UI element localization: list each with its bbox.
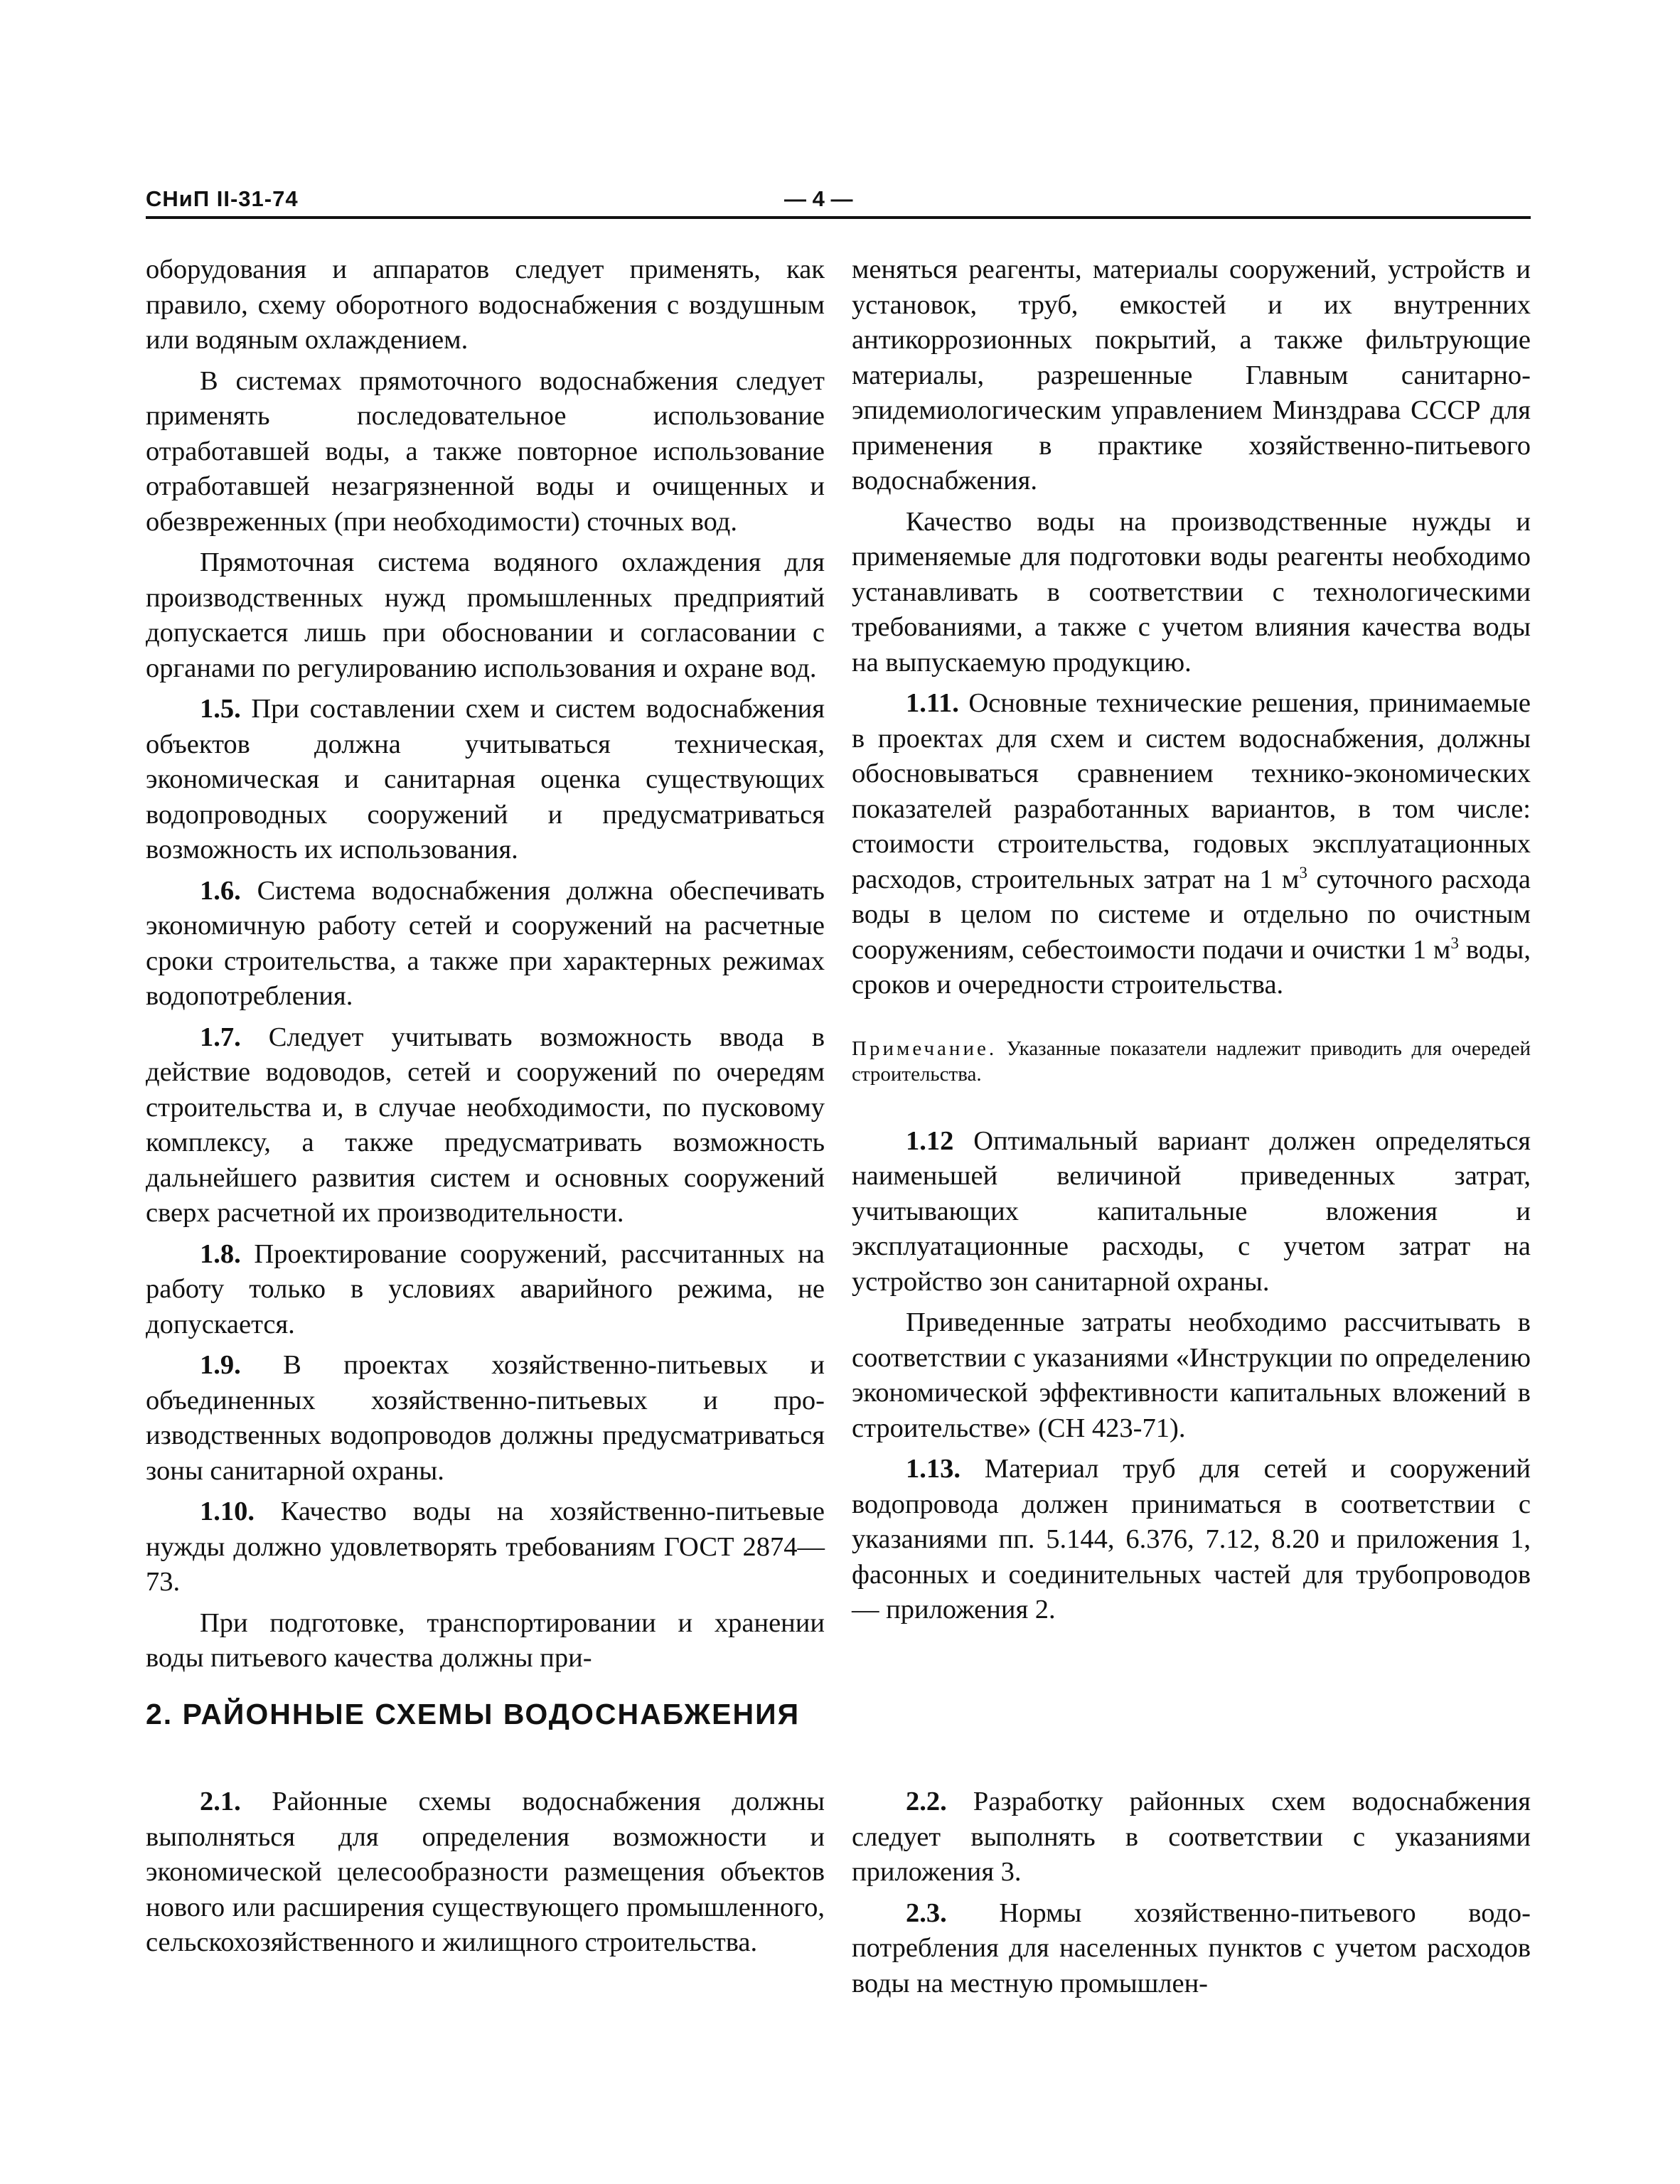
- clause-text: В проектах хозяйственно-питьевых и объединенных хозяйственно-питьевых и производственных водопроводов должны предусматриваться зоны санитарной охраны.: [146, 1350, 825, 1486]
- clause-text: Проектирование сооружений, рассчитанных на работу только в условиях аварийного режима, не допускается.: [146, 1238, 825, 1339]
- clause-number: 1.12: [906, 1125, 954, 1156]
- note: [852, 1036, 1531, 1087]
- note-label: Примечание.: [852, 1037, 997, 1060]
- clause-text: Районные схемы водоснабжения должны выполняться для определения возможности и экономической целесообразности размещения объектов нового или расширения существующего промышленного, сельскохозяйственного и жилищного строительства.: [146, 1787, 825, 1957]
- clause-1-5: [146, 692, 825, 868]
- clause-1-8: [146, 1237, 825, 1343]
- paragraph: меняться реагенты, материалы сооружений, устройств и установок, труб, емкостей и их внутренних антикоррозионных покрытий, а также фильтрующие материалы, разрешенные Главным санитарно-эпидемиологическим управлением Минздрава СССР для применения в практике хозяйственно-питьевого водоснабжения.: [852, 255, 1531, 496]
- clause-number: 1.10.: [200, 1497, 255, 1526]
- clause-1-6: [146, 874, 825, 1015]
- clause-text: воды, сроков и очередности строительства.: [852, 934, 1531, 1000]
- clause-number: 1.13.: [906, 1454, 961, 1484]
- clause-text: Следует учитывать возможность ввода в действие водоводов, сетей и сооружений по очередям строительства и, в случае необходимости, по пусковому комплексу, а также предусматривать возможность дальнейшего развития систем и основных сооружений сверх расчетной их производительности.: [146, 1022, 825, 1228]
- section2-left-column: [146, 1784, 825, 1966]
- clause-text: Основные технические решения, принимаемые в проектах для схем и систем водоснабжения, должны обосновываться сравнением технико-экономических показателей разработанных вариантов, в том числе: стоимости строительства, годовых эксплуатационных расходов, строительных затрат на 1 м: [852, 688, 1531, 894]
- note-text: Указанные показатели надлежит приводить для очередей строительства.: [852, 1037, 1531, 1086]
- superscript: 3: [1450, 933, 1459, 952]
- clause-text: Оптимальный вариант должен определяться наименьшей величиной приведенных затрат, учитывающих капитальные вложения и эксплуатационные расходы, с учетом затрат на устройство зон санитарной охраны.: [852, 1125, 1531, 1297]
- clause-number: 1.7.: [200, 1022, 241, 1052]
- section2-right-column: [852, 1784, 1531, 2007]
- header-rule: [146, 216, 1531, 219]
- left-column: [146, 252, 825, 1682]
- document-code: СНиП II-31-74: [146, 186, 299, 211]
- clause-2-1: [146, 1784, 825, 1961]
- clause-text: Нормы хозяйственно-питьевого водопотребления для населенных пунктов с учетом расходов воды на местную промышлен-: [852, 1897, 1531, 1998]
- section-title: 2. РАЙОННЫЕ СХЕМЫ ВОДОСНАБЖЕНИЯ: [146, 1698, 801, 1730]
- clause-number: 2.3.: [906, 1897, 947, 1928]
- clause-1-7: [146, 1020, 825, 1231]
- clause-1-12: [852, 1124, 1531, 1300]
- paragraph: При подготовке, транспортировании и хранении воды питьевого качества должны при-: [146, 1607, 825, 1673]
- paragraph: оборудования и аппаратов следует применять, как правило, схему оборотного водоснабжения с воздушным или водяным охлаждением.: [146, 255, 825, 355]
- clause-1-10: [146, 1494, 825, 1600]
- clause-1-11: [852, 686, 1531, 1003]
- superscript: 3: [1299, 862, 1307, 882]
- clause-text: При составлении схем и систем водоснабжения объектов должна учитываться техническая, экономическая и санитарная оценка существующих водопроводных сооружений и предусматриваться возможность их использования.: [146, 694, 825, 864]
- clause-number: 2.1.: [200, 1787, 241, 1816]
- clause-text: Материал труб для сетей и сооружений водопровода должен приниматься в соответствии с указаниями пп. 5.144, 6.376, 7.12, 8.20 и приложения 1, фасонных и соединительных частей для трубопроводов — приложения 2.: [852, 1454, 1531, 1624]
- clause-number: 1.5.: [200, 694, 241, 724]
- clause-number: 2.2.: [906, 1787, 947, 1816]
- clause-number: 1.6.: [200, 875, 241, 906]
- clause-number: 1.9.: [200, 1350, 241, 1380]
- clause-text: Разработку районных схем водоснабжения следует выполнять в соответствии с указаниями приложения 3.: [852, 1787, 1531, 1887]
- clause-text: Система водоснабжения должна обеспечивать экономичную работу сетей и сооружений на расчетные сроки строительства, а также при характерных режимах водопотребления.: [146, 875, 825, 1011]
- page-header: [146, 186, 1531, 219]
- clause-1-9: [146, 1348, 825, 1489]
- page-number: — 4 —: [784, 186, 853, 211]
- paragraph: В системах прямоточного водоснабжения следует применять последовательное использование отработавшей воды, а также повторное использование отработавшей незагрязненной воды и очищенных и обезвреженных (при необходимости) сточных вод.: [146, 365, 825, 537]
- clause-1-13: [852, 1452, 1531, 1628]
- clause-text: Качество воды на хозяйственно-питьевые нужды должно удовлетворять требованиям ГОСТ 2874—73.: [146, 1497, 825, 1597]
- paragraph: Качество воды на производственные нужды и применяемые для подготовки воды реагенты необходимо устанавливать в соответствии с технологическими требованиями, а также с учетом влияния качества воды на выпускаемую продукцию.: [852, 506, 1531, 678]
- clause-number: 1.8.: [200, 1238, 241, 1269]
- clause-text: суточного расхода воды в целом по системе и отдельно по очистным сооружениям, себестоимости подачи и очистки 1 м: [852, 864, 1531, 965]
- paragraph: Прямоточная система водяного охлаждения для производственных нужд промышленных предприятий допускается лишь при обосновании и согласовании с органами по регулированию использования и охране вод.: [146, 547, 825, 683]
- clause-2-3: [852, 1896, 1531, 2002]
- paragraph: Приведенные затраты необходимо рассчитывать в соответствии с указаниями «Инструкции по определению экономической эффективности капитальных вложений в строительстве» (СН 423-71).: [852, 1307, 1531, 1443]
- right-column: [852, 252, 1531, 1634]
- clause-number: 1.11.: [906, 688, 959, 718]
- clause-2-2: [852, 1784, 1531, 1890]
